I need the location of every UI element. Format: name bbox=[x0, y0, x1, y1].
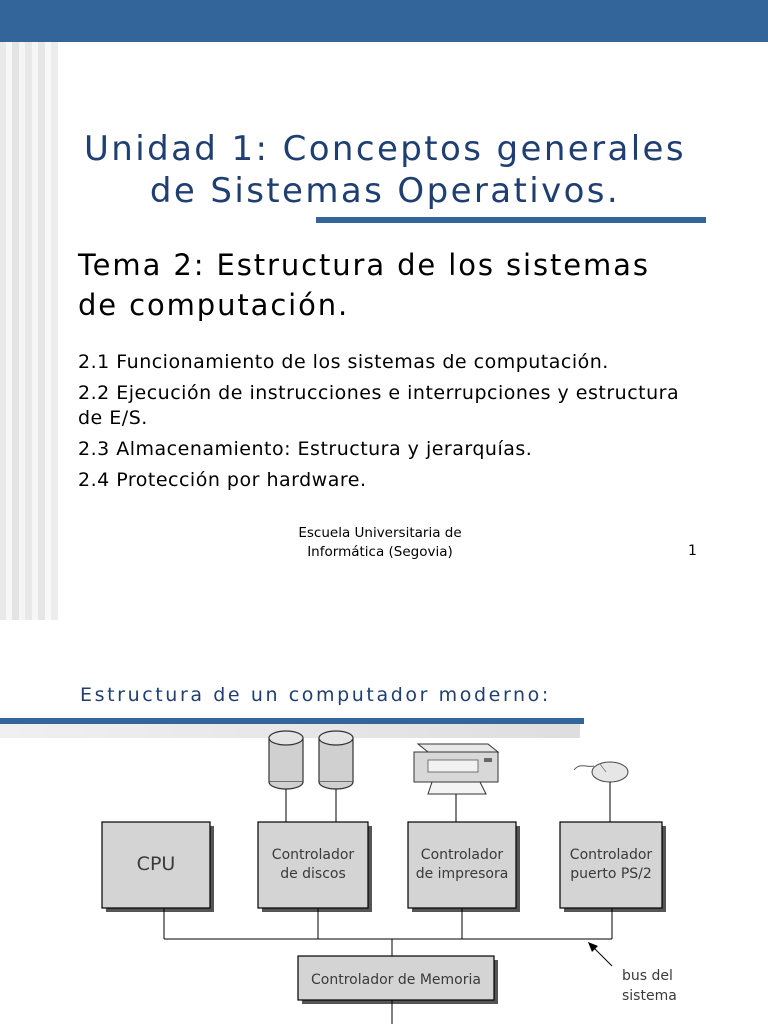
page-number: 1 bbox=[688, 543, 697, 559]
footer-line-1: Escuela Universitaria de bbox=[298, 525, 462, 541]
topic-heading-line-1: Tema 2: Estructura de los sistemas bbox=[78, 248, 650, 282]
printer-controller-label-2: de impresora bbox=[415, 866, 509, 882]
ps2-controller-label-2: puerto PS/2 bbox=[570, 866, 652, 882]
disk-icon bbox=[269, 731, 303, 789]
computer-structure-diagram bbox=[0, 720, 768, 1024]
disk-controller-box bbox=[258, 822, 368, 908]
slide-title-line-2: de Sistemas Operativos. bbox=[149, 171, 621, 211]
bus-label-line-1: bus del bbox=[622, 968, 673, 984]
list-item: 2.4 Protección por hardware. bbox=[78, 469, 367, 491]
printer-controller-box bbox=[408, 822, 516, 908]
memory-controller-box bbox=[298, 956, 494, 1000]
slide-top-bar bbox=[0, 0, 768, 42]
topic-heading bbox=[78, 245, 718, 325]
disk-controller-label-1: Controlador bbox=[271, 847, 355, 863]
mouse-icon bbox=[574, 762, 628, 782]
slide-title-line-1: Unidad 1: Conceptos generales bbox=[84, 129, 686, 169]
disk-icon bbox=[319, 731, 353, 789]
bus-label-line-2: sistema bbox=[622, 988, 677, 1004]
ps2-controller-label-1: Controlador bbox=[569, 847, 653, 863]
slide-footer bbox=[250, 524, 510, 562]
bus-arrow-icon bbox=[588, 942, 612, 966]
topic-heading-line-2: de computación. bbox=[78, 288, 350, 322]
list-item: 2.3 Almacenamiento: Estructura y jerarquías. bbox=[78, 438, 533, 460]
printer-icon bbox=[414, 744, 498, 794]
cpu-box bbox=[102, 822, 210, 908]
title-underline bbox=[316, 217, 706, 223]
printer-controller-label-1: Controlador bbox=[420, 847, 504, 863]
footer-line-2: Informática (Segovia) bbox=[307, 544, 453, 560]
list-item: 2.2 Ejecución de instrucciones e interrupciones y estructura de E/S. bbox=[78, 382, 680, 429]
slide-title bbox=[70, 128, 700, 212]
memory-controller-label: Controlador de Memoria bbox=[311, 972, 481, 988]
disk-controller-label-2: de discos bbox=[280, 866, 346, 882]
topic-list bbox=[78, 350, 698, 499]
ps2-controller-box bbox=[560, 822, 662, 908]
decorative-stripes bbox=[0, 42, 58, 620]
slide-2-title: Estructura de un computador moderno: bbox=[80, 684, 551, 706]
slide-2 bbox=[0, 620, 768, 1024]
cpu-label: CPU bbox=[136, 853, 176, 875]
list-item: 2.1 Funcionamiento de los sistemas de computación. bbox=[78, 351, 609, 373]
